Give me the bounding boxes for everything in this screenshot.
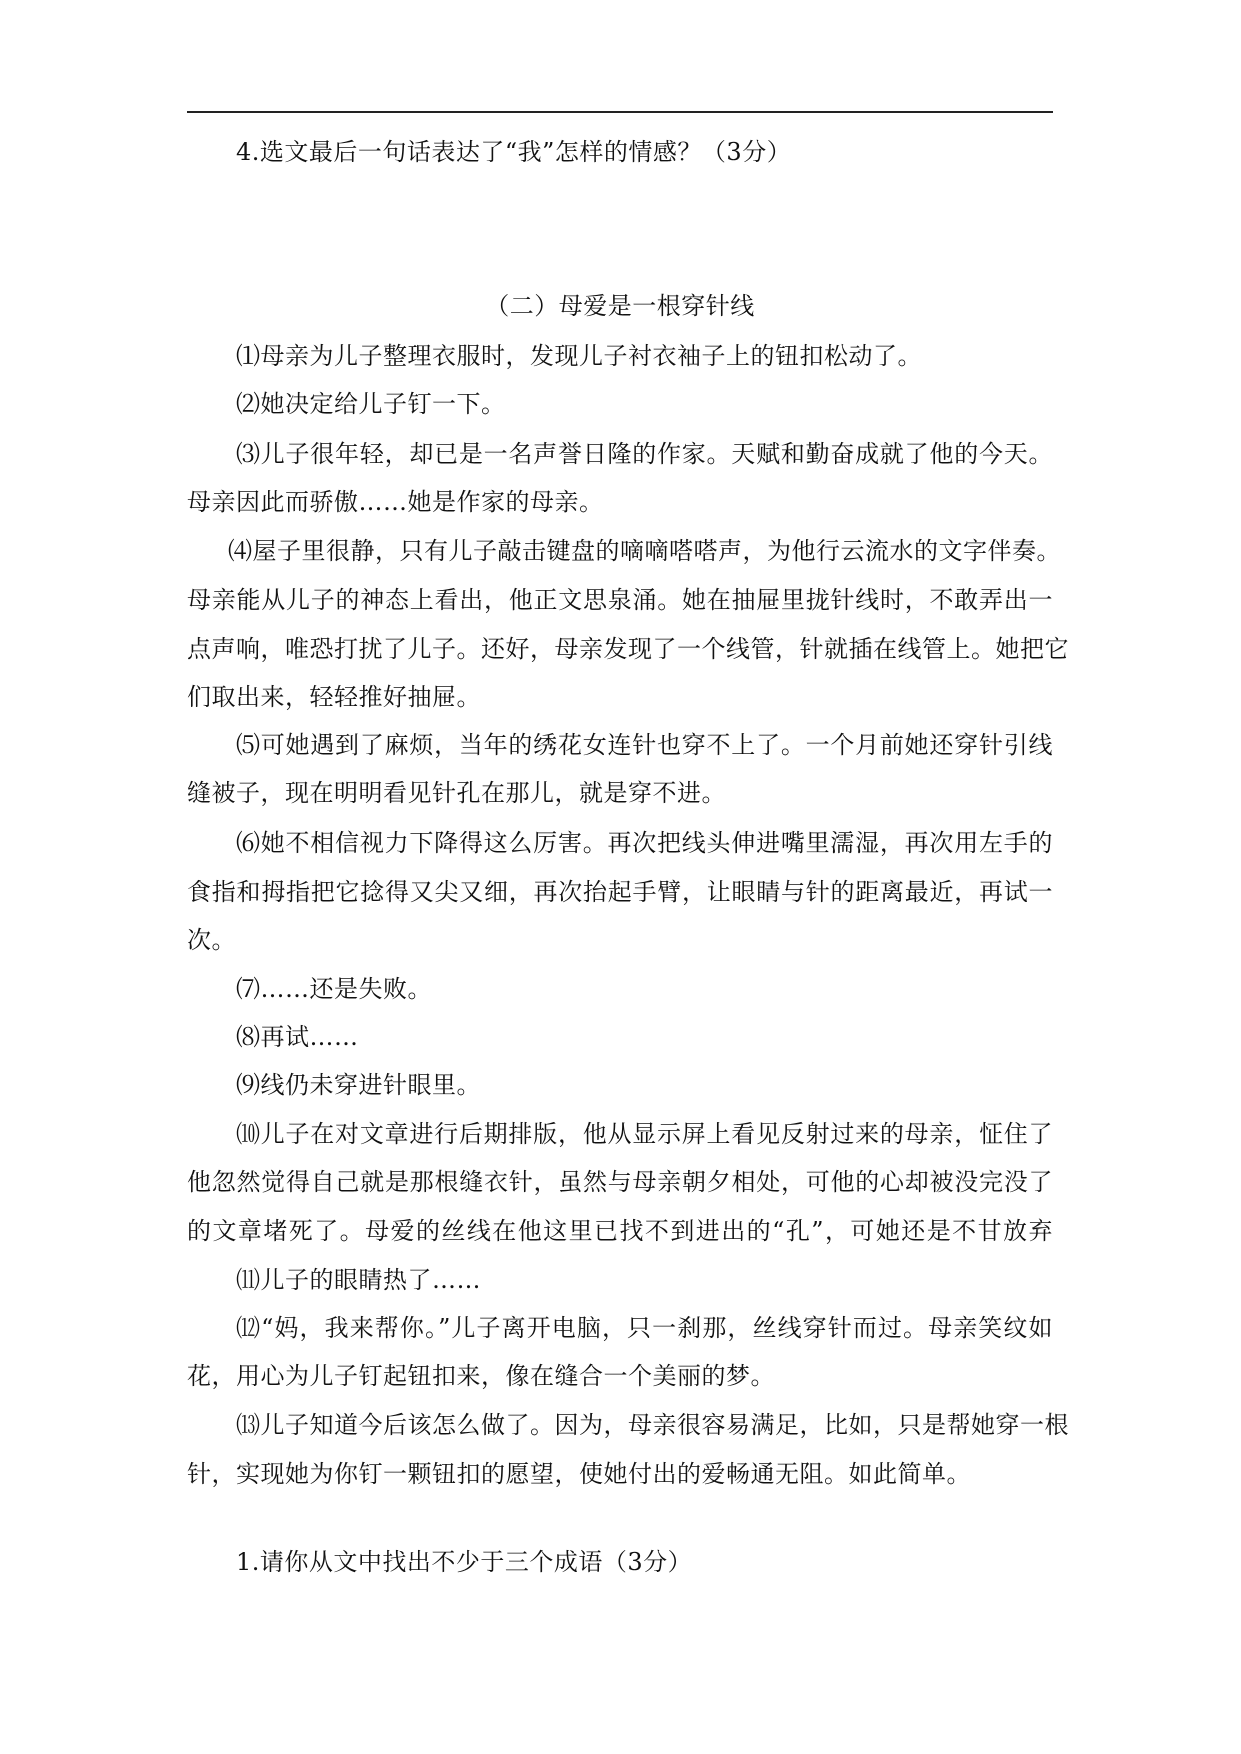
paragraph-10-line-2: 他忽然觉得自己就是那根缝衣针，虽然与母亲朝夕相处，可他的心却被没完没了 <box>187 1168 1053 1196</box>
paragraph-10-line-1: ⑽儿子在对文章进行后期排版，他从显示屏上看见反射过来的母亲，怔住了 <box>236 1120 1053 1148</box>
paragraph-4-line-3: 点声响，唯恐打扰了儿子。还好，母亲发现了一个线管，针就插在线管上。她把它 <box>187 635 1069 663</box>
paragraph-11-line-1: ⑾儿子的眼睛热了…… <box>236 1266 481 1294</box>
paragraph-6-line-3: 次。 <box>187 926 236 954</box>
paragraph-10-line-3: 的文章堵死了。母爱的丝线在他这里已找不到进出的“孔”，可她还是不甘放弃 <box>187 1217 1053 1245</box>
paragraph-5-line-1: ⑸可她遇到了麻烦，当年的绣花女连针也穿不上了。一个月前她还穿针引线 <box>236 731 1053 759</box>
paragraph-6-line-1: ⑹她不相信视力下降得这么厉害。再次把线头伸进嘴里濡湿，再次用左手的 <box>236 829 1053 857</box>
paragraph-6-line-2: 食指和拇指把它捻得又尖又细，再次抬起手臂，让眼睛与针的距离最近，再试一 <box>187 878 1053 906</box>
question-4: 4.选文最后一句话表达了“我”怎样的情感？（3分） <box>236 138 792 166</box>
paragraph-4-line-1: ⑷屋子里很静，只有儿子敲击键盘的嘀嘀嗒嗒声，为他行云流水的文字伴奏。 <box>228 537 1061 565</box>
paragraph-13-line-2: 针，实现她为你钉一颗钮扣的愿望，使她付出的爱畅通无阻。如此简单。 <box>187 1460 971 1488</box>
paragraph-1-line-1: ⑴母亲为儿子整理衣服时，发现儿子衬衣袖子上的钮扣松动了。 <box>236 342 922 370</box>
paragraph-12-line-1: ⑿“妈，我来帮你。”儿子离开电脑，只一刹那，丝线穿针而过。母亲笑纹如 <box>236 1314 1053 1342</box>
paragraph-7-line-1: ⑺……还是失败。 <box>236 975 432 1003</box>
paragraph-4-line-2: 母亲能从儿子的神态上看出，他正文思泉涌。她在抽屉里拢针线时，不敢弄出一 <box>187 586 1053 614</box>
question-1: 1.请你从文中找出不少于三个成语（3分） <box>236 1548 693 1576</box>
paragraph-3-line-2: 母亲因此而骄傲……她是作家的母亲。 <box>187 488 604 516</box>
passage-title: （二）母爱是一根穿针线 <box>485 292 755 320</box>
paragraph-3-line-1: ⑶儿子很年轻，却已是一名声誉日隆的作家。天赋和勤奋成就了他的今天。 <box>236 440 1053 468</box>
paragraph-8-line-1: ⑻再试…… <box>236 1023 359 1051</box>
header-rule <box>187 111 1053 113</box>
paragraph-12-line-2: 花，用心为儿子钉起钮扣来，像在缝合一个美丽的梦。 <box>187 1362 775 1390</box>
paragraph-2-line-1: ⑵她决定给儿子钉一下。 <box>236 390 506 418</box>
paragraph-13-line-1: ⒀儿子知道今后该怎么做了。因为，母亲很容易满足，比如，只是帮她穿一根 <box>236 1411 1069 1439</box>
paragraph-5-line-2: 缝被子，现在明明看见针孔在那儿，就是穿不进。 <box>187 779 726 807</box>
paragraph-9-line-1: ⑼线仍未穿进针眼里。 <box>236 1071 481 1099</box>
paragraph-4-line-4: 们取出来，轻轻推好抽屉。 <box>187 683 481 711</box>
